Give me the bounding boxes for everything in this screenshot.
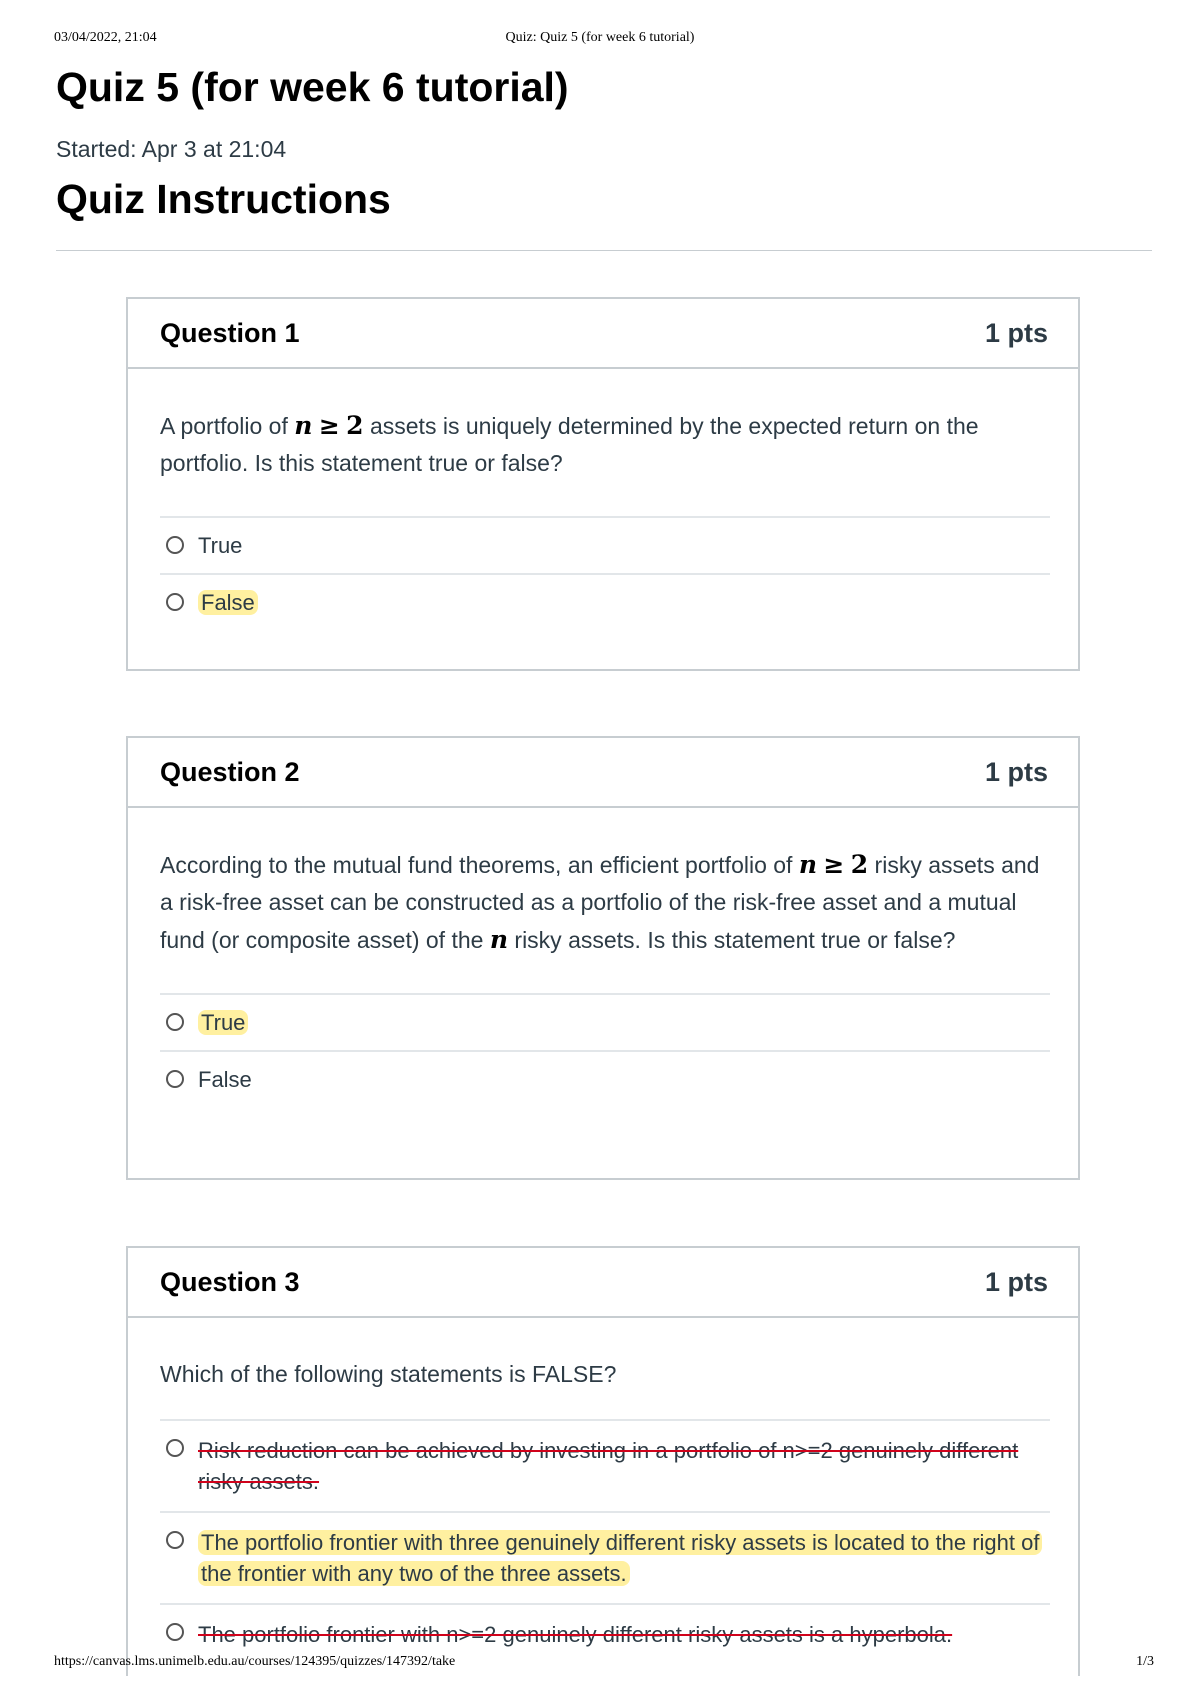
answer-label: The portfolio frontier with three genuinely different risky assets is located to the right of the frontier with any two of the three assets. [198,1530,1042,1586]
question-name: Question 1 [160,318,300,348]
title-divider [56,250,1152,251]
answer-list [160,993,1050,1107]
print-footer [0,1654,1200,1676]
radio-button[interactable] [166,1531,184,1549]
math-relation: ≥ [318,411,340,440]
math-variable: n [489,925,509,954]
question-header [128,738,1078,808]
answer-label: The portfolio frontier with n>=2 genuinely different risky assets is a hyperbola. [198,1622,953,1647]
radio-button[interactable] [166,1439,184,1457]
answer-list [160,516,1050,630]
radio-button[interactable] [166,1013,184,1031]
radio-button[interactable] [166,1070,184,1088]
answer-option-true[interactable] [160,518,1050,575]
question-name: Question 3 [160,1267,300,1297]
question-text: Which of the following statements is FALSE? [160,1361,617,1387]
answer-option-1[interactable] [160,1421,1050,1513]
answer-label: True [198,533,243,558]
answer-label: True [198,1010,248,1035]
answer-label: False [198,590,258,615]
math-variable: n [294,411,313,440]
answer-option-2[interactable] [160,1513,1050,1605]
question-text-part: risky assets and a risk-free asset can be constructed as a portfolio of the risk-free asset and a mutual fund (or composite asset) of the [160,852,1040,953]
question-text [160,407,1050,482]
answer-label: False [198,1067,252,1092]
question-name: Question 2 [160,757,300,787]
question-card-3 [126,1246,1080,1676]
radio-button[interactable] [166,593,184,611]
print-page-number: 1/3 [1136,1654,1154,1669]
print-datetime: 03/04/2022, 21:04 [54,30,157,45]
math-relation: ≥ [823,850,845,879]
quiz-title: Quiz 5 (for week 6 tutorial) [56,64,569,110]
quiz-started-time: Started: Apr 3 at 21:04 [56,136,287,162]
print-url: https://canvas.lms.unimelb.edu.au/courses/124395/quizzes/147392/take [54,1654,456,1669]
question-text-part: risky assets. Is this statement true or false? [508,927,956,953]
print-page-title: Quiz: Quiz 5 (for week 6 tutorial) [505,30,695,45]
radio-button[interactable] [166,1623,184,1641]
math-number: 2 [346,411,364,440]
question-header [128,1248,1078,1318]
question-text-part: According to the mutual fund theorems, an efficient portfolio of [160,852,799,878]
answer-option-false[interactable] [160,575,1050,630]
question-header [128,299,1078,369]
math-number: 2 [850,850,869,879]
print-header [0,30,1200,52]
answer-option-false[interactable] [160,1052,1050,1107]
math-variable: n [798,850,818,879]
radio-button[interactable] [166,536,184,554]
question-text-part: assets is uniquely determined by the expected return on the portfolio. Is this statement true or false? [160,413,979,476]
question-text-part: A portfolio of [160,413,295,439]
answer-option-true[interactable] [160,995,1050,1052]
quiz-instructions-heading: Quiz Instructions [56,176,391,222]
answer-label: Risk reduction can be achieved by investing in a portfolio of n>=2 genuinely different risky assets. [198,1438,1019,1494]
question-card-1 [126,297,1080,671]
question-points: 1 pts [984,1267,1048,1297]
answer-list [160,1419,1050,1664]
question-card-2 [126,736,1080,1180]
question-points: 1 pts [984,318,1048,348]
question-text [160,846,1050,959]
question-points: 1 pts [984,757,1048,787]
